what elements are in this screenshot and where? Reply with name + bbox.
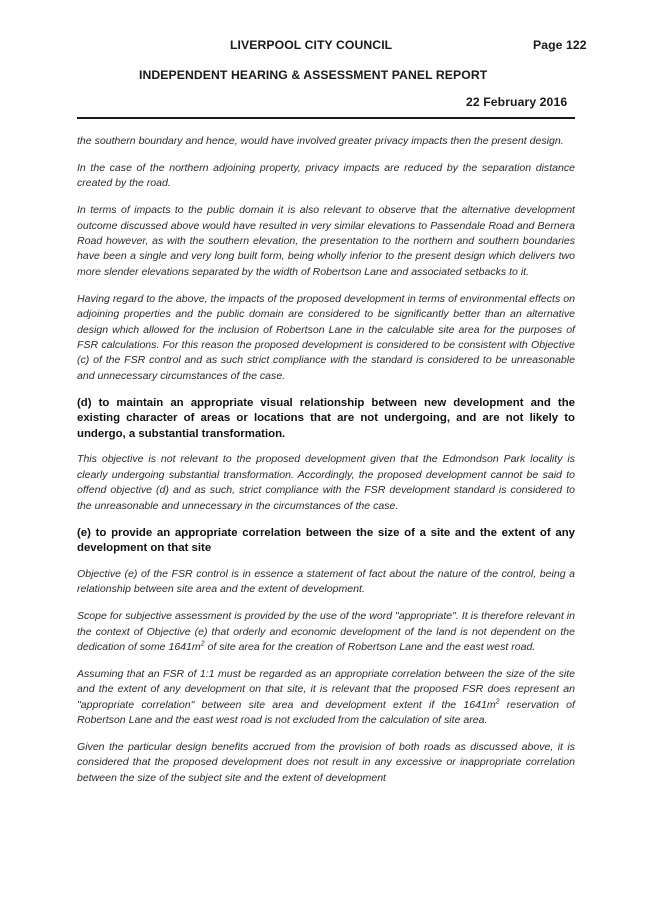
paragraph bbox=[77, 667, 575, 729]
paragraph: In the case of the northern adjoining property, privacy impacts are reduced by the separation distance created by the road. bbox=[77, 161, 575, 190]
report-body bbox=[77, 134, 575, 798]
superscript: 2 bbox=[200, 640, 205, 648]
paragraph bbox=[77, 609, 575, 655]
council-name: LIVERPOOL CITY COUNCIL bbox=[230, 38, 393, 52]
paragraph: the southern boundary and hence, would have involved greater privacy impacts then the present design. bbox=[77, 135, 564, 147]
paragraph-text: of site area for the creation of Robertson Lane and the east west road. bbox=[204, 640, 536, 653]
objective-heading-e: (e) to provide an appropriate correlation between the size of a site and the extent of any development on that site bbox=[77, 526, 575, 555]
paragraph-text: Assuming that an FSR of 1:1 must be regarded as an appropriate correlation between the size of the site and the extent of any development on that site, it is relevant that the proposed FSR does represent an "appropriate correlation" between site area and development extent if the 1641m bbox=[77, 667, 575, 711]
header-divider bbox=[77, 117, 575, 119]
paragraph-text: reservation of Robertson Lane and the east west road is not excluded from the calculation of site area. bbox=[77, 698, 575, 727]
paragraph: Given the particular design benefits accrued from the provision of both roads as discussed above, it is considered that the proposed development does not result in any excessive or inappropriate correlation between the size of the subject site and the extent of development bbox=[77, 740, 575, 784]
paragraph: Objective (e) of the FSR control is in essence a statement of fact about the nature of the control, being a relationship between site area and the extent of development. bbox=[77, 567, 575, 596]
report-date: 22 February 2016 bbox=[466, 95, 568, 109]
page-number: Page 122 bbox=[533, 38, 587, 52]
paragraph-text: Scope for subjective assessment is provided by the use of the word "appropriate". It is therefore relevant in the context of Objective (e) that orderly and economic development of the land is not dependent on the dedication of some 1641m bbox=[77, 610, 575, 653]
objective-heading-d: (d) to maintain an appropriate visual relationship between new development and the existing character of areas or locations that are not undergoing, and are not likely to undergo, a substantial transformation. bbox=[77, 396, 575, 440]
paragraph: This objective is not relevant to the proposed development given that the Edmondson Park locality is clearly undergoing substantial transformation. Accordingly, the proposed development cannot be said to offend objective (d) and as such, strict compliance with the FSR development standard is considered to the unreasonable and unnecessary in the circumstances of the case. bbox=[77, 453, 575, 512]
superscript: 2 bbox=[495, 698, 500, 706]
paragraph: Having regard to the above, the impacts of the proposed development in terms of environmental effects on adjoining properties and the public domain are considered to be significantly better than an alternative design which allowed for the inclusion of Robertson Lane in the calculable site area for the purposes of FSR calculations. For this reason the proposed development is considered to be consistent with Objective (c) of the FSR control and as such strict compliance with the standard is considered to be unreasonable and unnecessary circumstances of the case. bbox=[77, 292, 575, 382]
paragraph: In terms of impacts to the public domain it is also relevant to observe that the alternative development outcome discussed above would have resulted in very similar elevations to Passendale Road and Bernera Road however, as with the southern elevation, the presentation to the northern and southern boundaries have been a single and very long built form, being wholly inferior to the present design which delivers two more slender elevations separated by the width of Robertson Lane and associated setbacks to it. bbox=[77, 204, 575, 278]
report-title: INDEPENDENT HEARING & ASSESSMENT PANEL REPORT bbox=[139, 68, 488, 82]
